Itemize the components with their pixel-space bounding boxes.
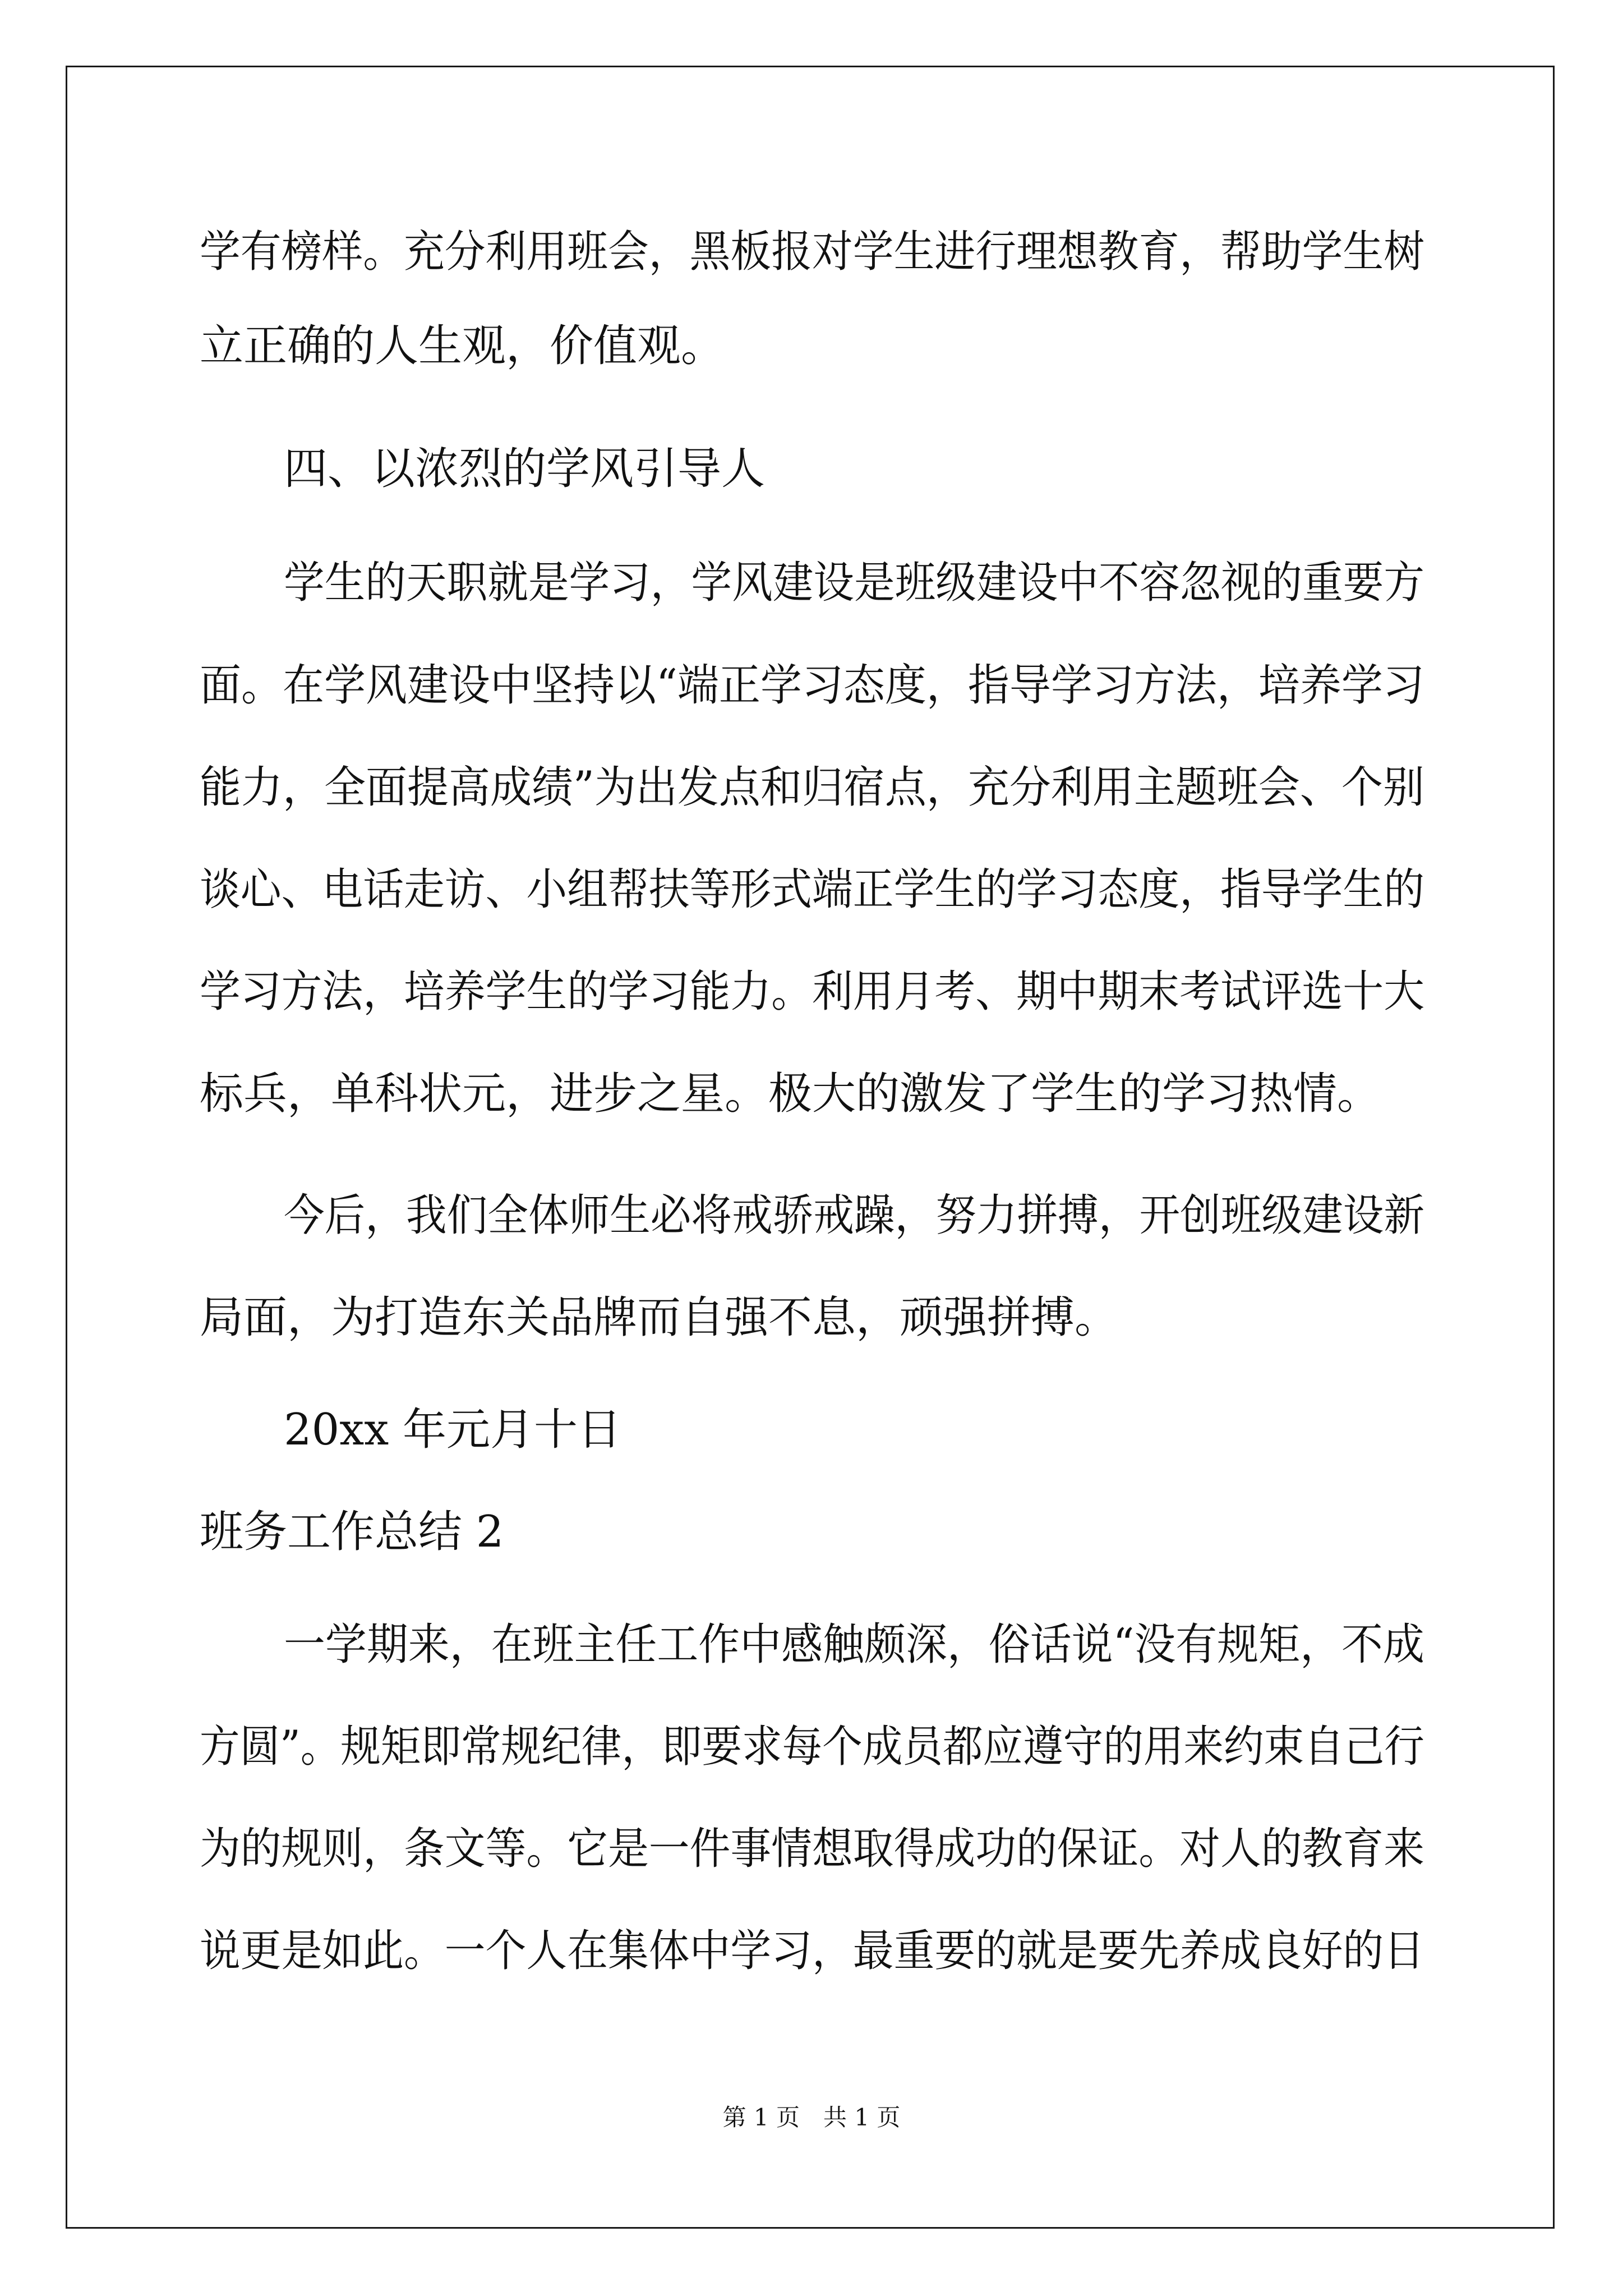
body-line: 立正确的人生观，价值观。 bbox=[200, 321, 725, 371]
document-title: 班务工作总结 2 bbox=[200, 1507, 504, 1557]
page-border bbox=[66, 66, 1555, 2229]
body-line: 标兵，单科状元，进步之星。极大的激发了学生的学习热情。 bbox=[200, 1069, 1381, 1119]
section-heading: 四、以浓烈的学风引导人 bbox=[284, 444, 766, 494]
body-line: 局面，为打造东关品牌而自强不息，顽强拼搏。 bbox=[200, 1292, 1119, 1343]
body-line: 学生的天职就是学习，学风建设是班级建设中不容忽视的重要方 bbox=[284, 558, 1425, 608]
body-line: 能力，全面提高成绩”为出发点和归宿点，充分利用主题班会、个别 bbox=[200, 762, 1424, 813]
page-footer: 第 1 页 共 1 页 bbox=[722, 2104, 901, 2131]
body-line: 方圆”。规矩即常规纪律，即要求每个成员都应遵守的用来约束自己行 bbox=[200, 1722, 1424, 1772]
body-line: 今后，我们全体师生必将戒骄戒躁，努力拼搏，开创班级建设新 bbox=[284, 1190, 1425, 1241]
body-line: 面。在学风建设中坚持以“端正学习态度，指导学习方法，培养学习 bbox=[200, 660, 1424, 711]
body-line: 谈心、电话走访、小组帮扶等形式端正学生的学习态度，指导学生的 bbox=[200, 864, 1425, 915]
body-line: 为的规则，条文等。它是一件事情想取得成功的保证。对人的教育来 bbox=[200, 1824, 1425, 1874]
date-line: 20xx 年元月十日 bbox=[284, 1405, 622, 1455]
body-line: 学有榜样。充分利用班会，黑板报对学生进行理想教育，帮助学生树 bbox=[200, 227, 1425, 277]
body-line: 说更是如此。一个人在集体中学习，最重要的就是要先养成良好的日 bbox=[200, 1926, 1425, 1976]
body-line: 学习方法，培养学生的学习能力。利用月考、期中期末考试评选十大 bbox=[200, 967, 1425, 1017]
body-line: 一学期来，在班主任工作中感触颇深，俗话说“没有规矩，不成 bbox=[284, 1619, 1424, 1670]
